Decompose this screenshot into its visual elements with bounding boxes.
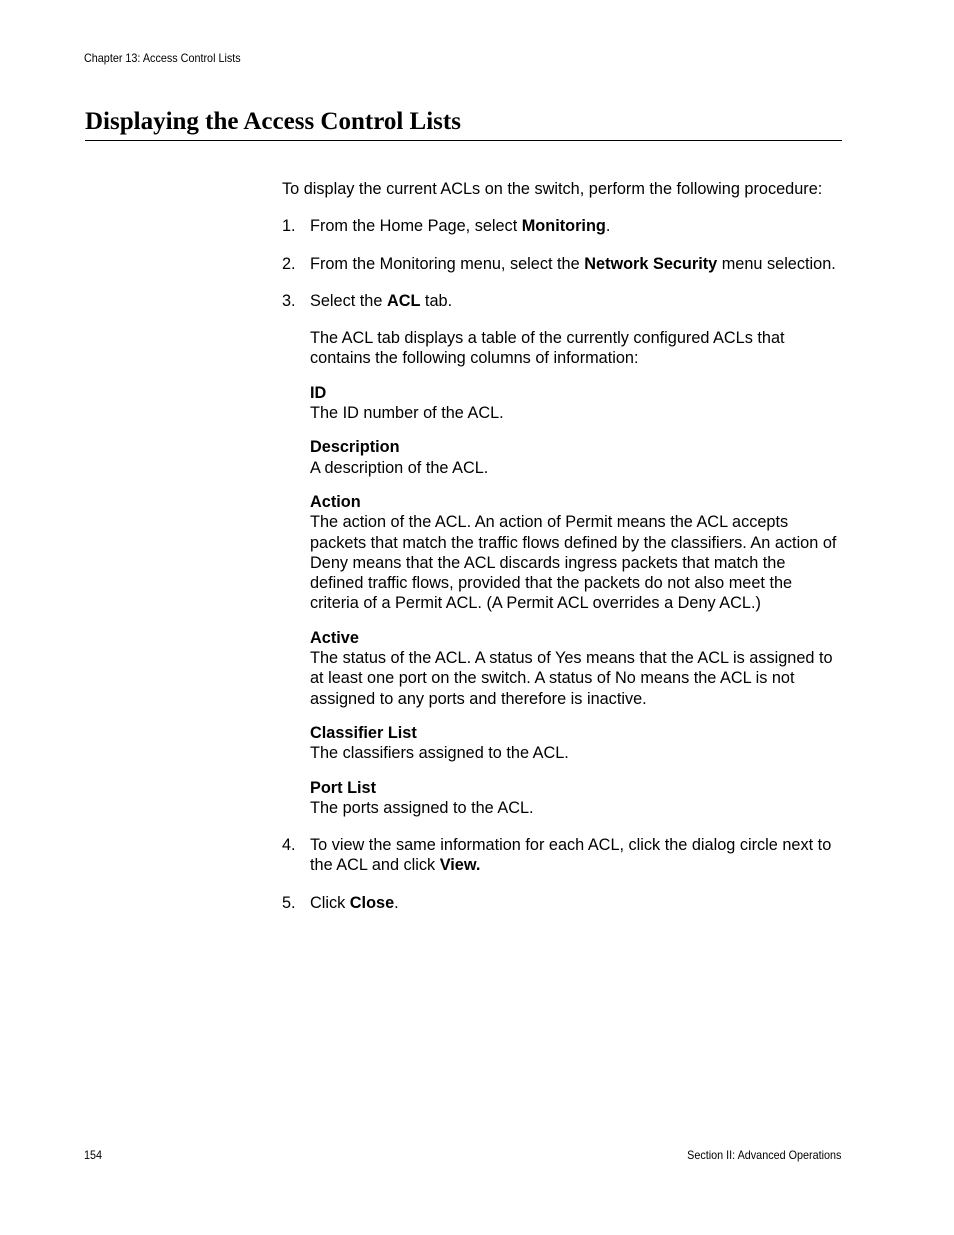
column-def-action — [310, 492, 842, 614]
step-number: 2. — [282, 254, 296, 273]
acl-columns-section — [282, 328, 842, 818]
column-desc: A description of the ACL. — [310, 458, 489, 477]
column-term: Port List — [310, 778, 377, 797]
column-def-port-list — [310, 778, 842, 819]
step-text: Select the ACL tab. — [310, 291, 453, 310]
running-header: Chapter 13: Access Control Lists — [84, 51, 241, 65]
intro-paragraph: To display the current ACLs on the switch, perform the following procedure: — [282, 180, 823, 198]
step-number: 5. — [282, 893, 296, 912]
step-text: Click Close. — [310, 893, 399, 912]
column-term: Action — [310, 492, 361, 511]
acl-tab-description: The ACL tab displays a table of the currently configured ACLs that contains the following columns of information: — [310, 329, 785, 368]
ui-term: Network Security — [584, 254, 718, 273]
step-number: 3. — [282, 291, 296, 310]
procedure-body — [282, 179, 842, 913]
column-term: Description — [310, 438, 400, 457]
step-4 — [282, 835, 842, 876]
step-5 — [282, 893, 842, 913]
column-def-id — [310, 383, 842, 424]
title-rule — [85, 140, 842, 141]
ui-term: View. — [439, 856, 481, 875]
column-desc: The ID number of the ACL. — [310, 404, 504, 423]
column-term: ID — [310, 383, 327, 402]
step-text: To view the same information for each ACL, click the dialog circle next to the ACL and click View. — [310, 836, 832, 875]
step-2 — [282, 254, 842, 274]
page-number: 154 — [84, 1148, 103, 1162]
step-3 — [282, 291, 842, 311]
ui-term: Monitoring — [521, 217, 606, 236]
column-term: Active — [310, 628, 359, 647]
step-text: From the Monitoring menu, select the Network Security menu selection. — [310, 254, 836, 273]
column-desc: The ports assigned to the ACL. — [310, 798, 534, 817]
column-def-classifier-list — [310, 723, 842, 764]
column-desc: The status of the ACL. A status of Yes means that the ACL is assigned to at least one port on the switch. A status of No means the ACL is not assigned to any ports and therefore is inactive. — [310, 649, 833, 708]
step-number: 1. — [282, 217, 296, 236]
page-title: Displaying the Access Control Lists — [85, 108, 461, 135]
ui-term: Close — [349, 893, 395, 912]
column-def-active — [310, 628, 842, 709]
ui-term: ACL — [386, 291, 421, 310]
column-def-description — [310, 437, 842, 478]
column-desc: The action of the ACL. An action of Permit means the ACL accepts packets that match the traffic flows defined by the classifiers. An action of Deny means that the ACL discards ingress packets that match the defined traffic flows, provided that the packets do not also meet the criteria of a Permit ACL. (A Permit ACL overrides a Deny ACL.) — [310, 513, 837, 613]
step-text: From the Home Page, select Monitoring. — [310, 217, 611, 236]
column-desc: The classifiers assigned to the ACL. — [310, 744, 569, 763]
step-number: 4. — [282, 836, 296, 855]
step-1 — [282, 216, 842, 236]
footer-section: Section II: Advanced Operations — [686, 1148, 841, 1162]
column-term: Classifier List — [310, 723, 417, 742]
